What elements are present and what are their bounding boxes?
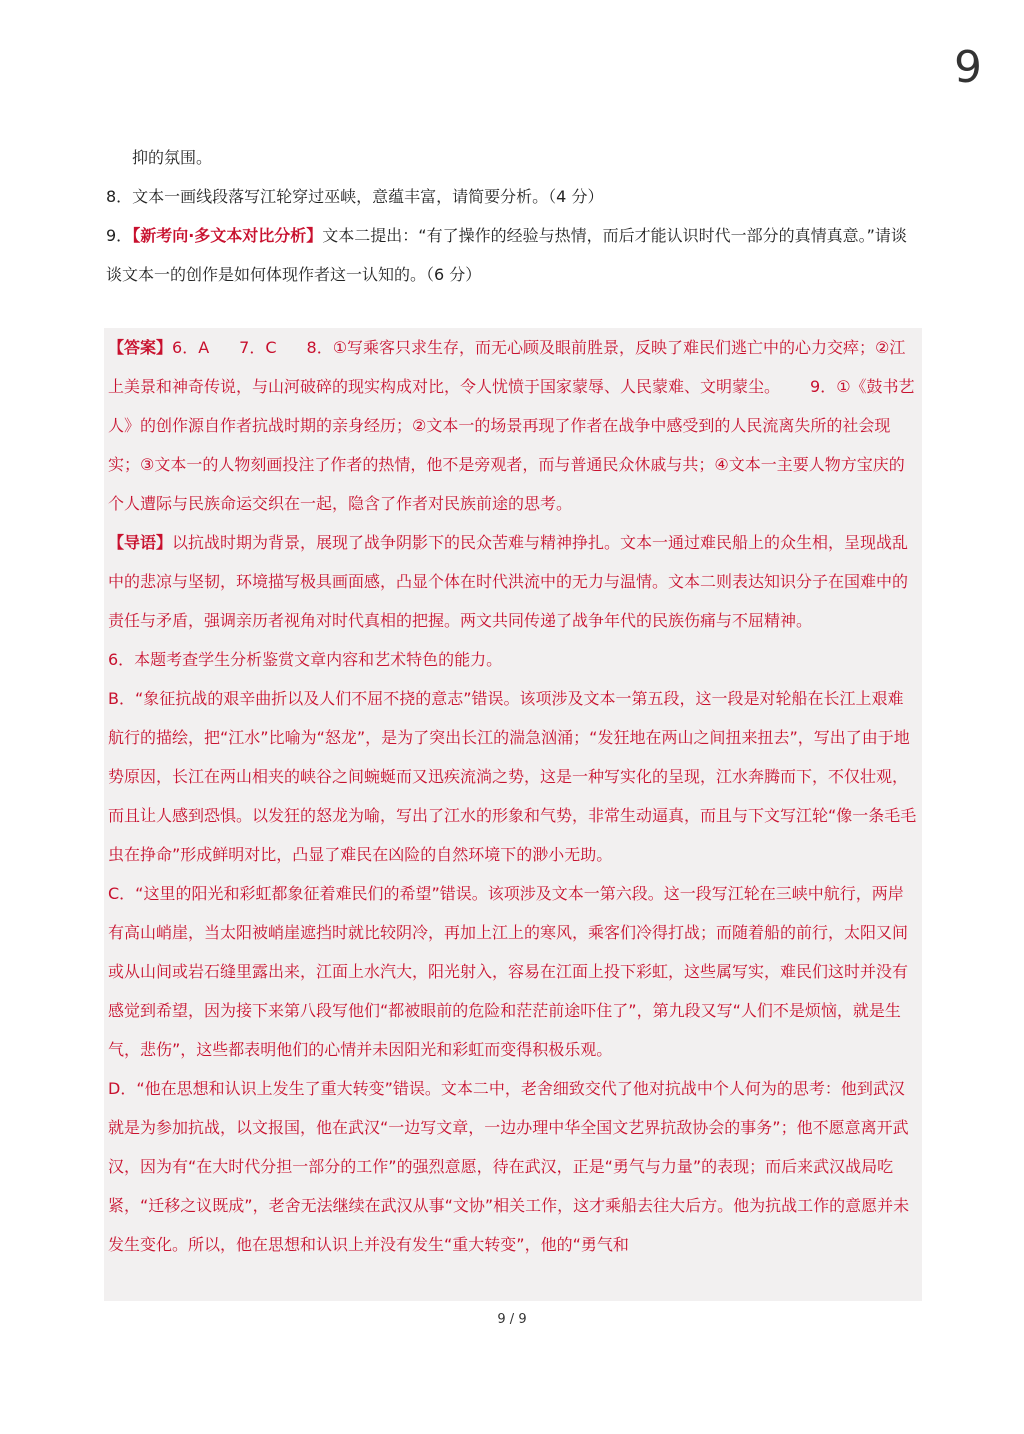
question-section [106, 138, 922, 294]
guide-tag: 【导语】 [108, 533, 173, 552]
page-corner-number: 9 [954, 42, 982, 93]
answer-section [104, 328, 922, 1301]
question-9 [106, 216, 922, 294]
explanation-option-b: B．“象征抗战的艰辛曲折以及人们不屈不挠的意志”错误。该项涉及文本一第五段，这一段是对轮船在长江上艰难航行的描绘，把“江水”比喻为“怒龙”，是为了突出长江的湍急汹涌；“发狂地在两山之间扭来扭去”，写出了由于地势原因，长江在两山相夹的峡谷之间蜿蜒而又迅疾流淌之势，这是一种写实化的呈现，江水奔腾而下，不仅壮观，而且让人感到恐惧。以发狂的怒龙为喻，写出了江水的形象和气势，非常生动逼真，而且与下文写江轮“像一条毛毛虫在挣命”形成鲜明对比，凸显了难民在凶险的自然环境下的渺小无助。 [108, 689, 917, 864]
question-8: 8．文本一画线段落写江轮穿过巫峡，意蕴丰富，请简要分析。（4 分） [106, 187, 604, 206]
answer-6: 6．A [172, 338, 210, 357]
answer-7: 7．C [239, 338, 277, 357]
question-9-number: 9． [106, 226, 133, 245]
question-9-text: 文本二提出：“有了操作的经验与热情，而后才能认识时代一部分的真情真意。”请谈谈文本一的创作是如何体现作者这一认知的。（6 分） [106, 226, 907, 284]
answer-summary [108, 328, 918, 523]
explanation-option-c: C．“这里的阳光和彩虹都象征着难民们的希望”错误。该项涉及文本一第六段。这一段写江轮在三峡中航行，两岸有高山峭崖，当太阳被峭崖遮挡时就比较阴冷，再加上江上的寒风，乘客们冷得打战；而随着船的前行，太阳又间或从山间或岩石缝里露出来，江面上水汽大，阳光射入，容易在江面上投下彩虹，这些属写实，难民们这时并没有感觉到希望，因为接下来第八段写他们“都被眼前的危险和茫茫前途吓住了”，第九段又写“人们不是烦恼，就是生气，悲伤”，这些都表明他们的心情并未因阳光和彩虹而变得积极乐观。 [108, 884, 909, 1059]
question-7-continuation: 抑的氛围。 [132, 148, 213, 167]
answer-9: 9．①《鼓书艺人》的创作源自作者抗战时期的亲身经历；②文本一的场景再现了作者在战争中感受到的人民流离失所的社会现实；③文本一的人物刻画投注了作者的热情，他不是旁观者，而与普通民众休戚与共；④文本一主要人物方宝庆的个人遭际与民族命运交织在一起，隐含了作者对民族前途的思考。 [108, 377, 915, 513]
guide-text: 以抗战时期为背景，展现了战争阴影下的民众苦难与精神挣扎。文本一通过难民船上的众生相，呈现战乱中的悲凉与坚韧，环境描写极具画面感，凸显个体在时代洪流中的无力与温情。文本二则表达知识分子在国难中的责任与矛盾，强调亲历者视角对时代真相的把握。两文共同传递了战争年代的民族伤痛与不屈精神。 [108, 533, 909, 630]
guide-paragraph [108, 523, 918, 640]
answer-tag: 【答案】 [108, 338, 173, 357]
explanation-option-d: D．“他在思想和认识上发生了重大转变”错误。文本二中，老舍细致交代了他对抗战中个人何为的思考：他到武汉就是为参加抗战，以文报国，他在武汉“一边写文章，一边办理中华全国文艺界抗敌协会的事务”；他不愿意离开武汉，因为有“在大时代分担一部分的工作”的强烈意愿，待在武汉，正是“勇气与力量”的表现；而后来武汉战局吃紧，“迁移之议既成”，老舍无法继续在武汉从事“文协”相关工作，这才乘船去往大后方。他为抗战工作的意愿并未发生变化。所以，他在思想和认识上并没有发生“重大转变”，他的“勇气和 [108, 1079, 910, 1254]
explanation-6: 6．本题考查学生分析鉴赏文章内容和艺术特色的能力。 [108, 650, 503, 669]
question-9-tag: 【新考向·多文本对比分析】 [132, 226, 323, 245]
page-footer: 9 / 9 [497, 1312, 527, 1327]
answer-8: 8．①写乘客只求生存，而无心顾及眼前胜景，反映了难民们逃亡中的心力交瘁；②江上美景和神奇传说，与山河破碎的现实构成对比，令人忧愤于国家蒙辱、人民蒙难、文明蒙尘。 [108, 338, 906, 396]
